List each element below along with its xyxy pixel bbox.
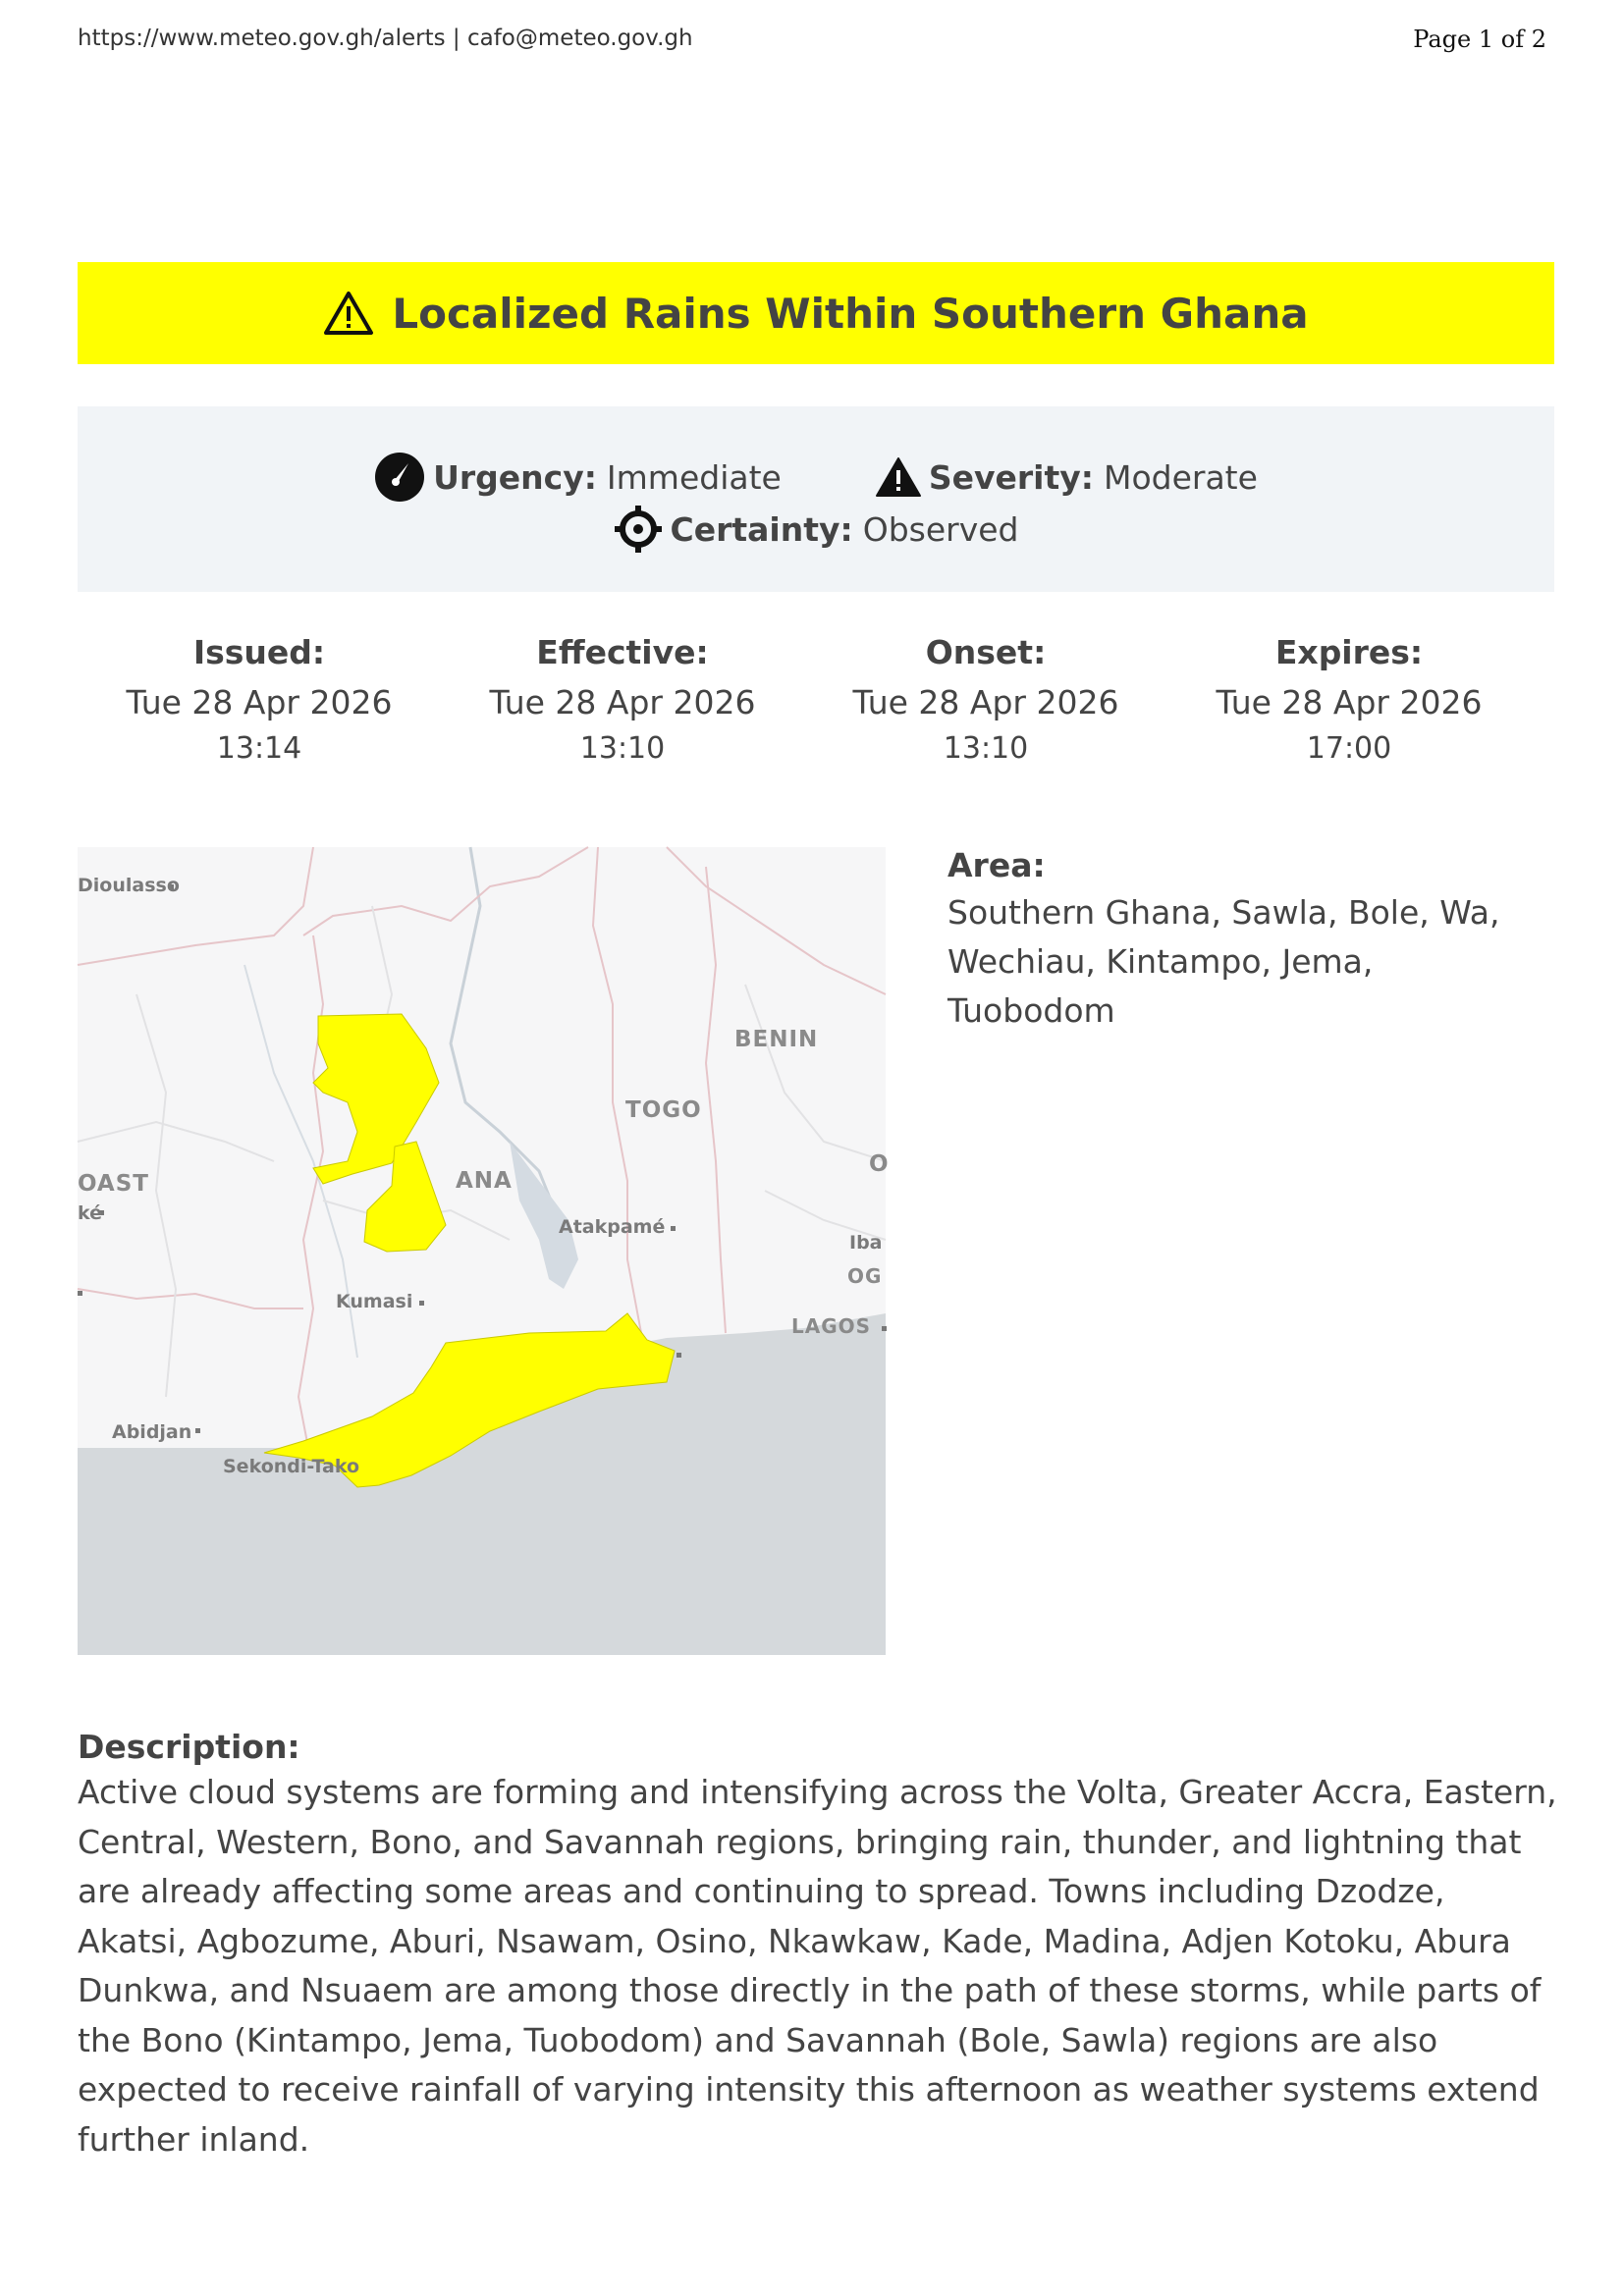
country-border xyxy=(593,847,642,1338)
map-label-benin: BENIN xyxy=(734,1027,819,1052)
certainty-property xyxy=(614,505,1019,554)
time-value: 13:10 xyxy=(579,731,666,766)
city-marker xyxy=(195,1428,200,1433)
map-label-dioulasso: Dioulasso xyxy=(78,875,180,896)
map-label-sekondi: Sekondi-Tako xyxy=(223,1456,359,1477)
time-value: 13:10 xyxy=(943,731,1029,766)
alert-title-bar xyxy=(78,262,1554,364)
map-label-atakpame: Atakpamé xyxy=(559,1216,666,1238)
effective-date xyxy=(441,633,804,766)
country-border xyxy=(303,847,588,935)
area-value: Southern Ghana, Sawla, Bole, Wa, Wechiau, Kintampo, Jema, Tuobodom xyxy=(947,893,1500,1030)
country-border xyxy=(298,935,323,1448)
map-graphic xyxy=(78,847,886,1655)
stopwatch-icon xyxy=(374,452,425,503)
header-url: https://www.meteo.gov.gh/alerts | cafo@meteo.gov.gh xyxy=(78,26,693,51)
date-value: Tue 28 Apr 2026 xyxy=(852,683,1119,721)
map-label-oast: OAST xyxy=(78,1171,149,1197)
certainty-value: Observed xyxy=(862,509,1019,549)
map-label-ke: ké xyxy=(78,1202,103,1224)
city-marker xyxy=(419,1301,424,1306)
area-section xyxy=(947,846,1537,1036)
country-border xyxy=(78,847,313,965)
date-value: Tue 28 Apr 2026 xyxy=(1216,683,1483,721)
warning-icon xyxy=(876,457,921,497)
time-value: 17:00 xyxy=(1306,731,1392,766)
area-label: Area: xyxy=(947,846,1046,884)
time-value: 13:14 xyxy=(216,731,302,766)
date-value: Tue 28 Apr 2026 xyxy=(126,683,393,721)
map-label-og: OG xyxy=(847,1264,883,1288)
warning-outline-icon xyxy=(323,291,374,336)
map-label-ana: ANA xyxy=(456,1168,513,1194)
map-label-o: O xyxy=(869,1151,890,1177)
severity-property xyxy=(876,457,1258,497)
certainty-label: Certainty: xyxy=(670,509,853,549)
map-label-iba: Iba xyxy=(849,1232,883,1254)
date-label: Onset: xyxy=(925,633,1047,671)
date-label: Effective: xyxy=(536,633,709,671)
description-label: Description: xyxy=(78,1728,300,1766)
description-section xyxy=(78,1728,1560,2164)
admin-border xyxy=(745,985,886,1161)
alert-properties xyxy=(78,406,1554,592)
map-label-togo: TOGO xyxy=(625,1097,702,1123)
urgency-label: Urgency: xyxy=(433,457,597,497)
date-label: Issued: xyxy=(192,633,326,671)
date-label: Expires: xyxy=(1274,633,1424,671)
admin-border xyxy=(78,1122,274,1161)
city-marker xyxy=(882,1326,887,1331)
severity-value: Moderate xyxy=(1103,457,1258,497)
date-value: Tue 28 Apr 2026 xyxy=(489,683,756,721)
urgency-property xyxy=(374,452,782,503)
urgency-value: Immediate xyxy=(606,457,782,497)
crosshair-icon xyxy=(614,505,663,554)
page-number: Page 1 of 2 xyxy=(1413,26,1546,53)
alert-dates xyxy=(78,633,1531,766)
lake-volta xyxy=(510,1142,578,1289)
map-label-abidjan: Abidjan xyxy=(112,1421,192,1443)
country-border xyxy=(667,847,886,994)
city-marker xyxy=(78,1291,82,1296)
onset-date xyxy=(804,633,1167,766)
city-marker xyxy=(677,1353,681,1358)
description-text: Active cloud systems are forming and intensifying across the Volta, Greater Accra, Eastern, Central, Western, Bono, and Savannah regions, bringing rain, thunder, and lightning that are already affecting some areas and continuing to spread. Towns including Dzodze, Akatsi, Agbozume, Aburi, Nsawam, Osino, Nkawkaw, Kade, Madina, Adjen Kotoku, Abura Dunkwa, and Nsuaem are among those directly in the path of these storms, while parts of the Bono (Kintampo, Jema, Tuobodom) and Savannah (Bole, Sawla) regions are also expected to receive rainfall of varying intensity this afternoon as weather systems extend further inland. xyxy=(78,1773,1557,2159)
issued-date xyxy=(78,633,441,766)
expires-date xyxy=(1167,633,1531,766)
alert-title: Localized Rains Within Southern Ghana xyxy=(392,289,1309,338)
alert-area-map xyxy=(78,847,890,1655)
country-border xyxy=(78,1289,303,1308)
severity-label: Severity: xyxy=(928,457,1094,497)
map-label-lagos: LAGOS xyxy=(791,1314,872,1338)
map-label-kumasi: Kumasi xyxy=(336,1291,413,1312)
city-marker xyxy=(671,1226,676,1231)
country-border xyxy=(706,867,726,1333)
